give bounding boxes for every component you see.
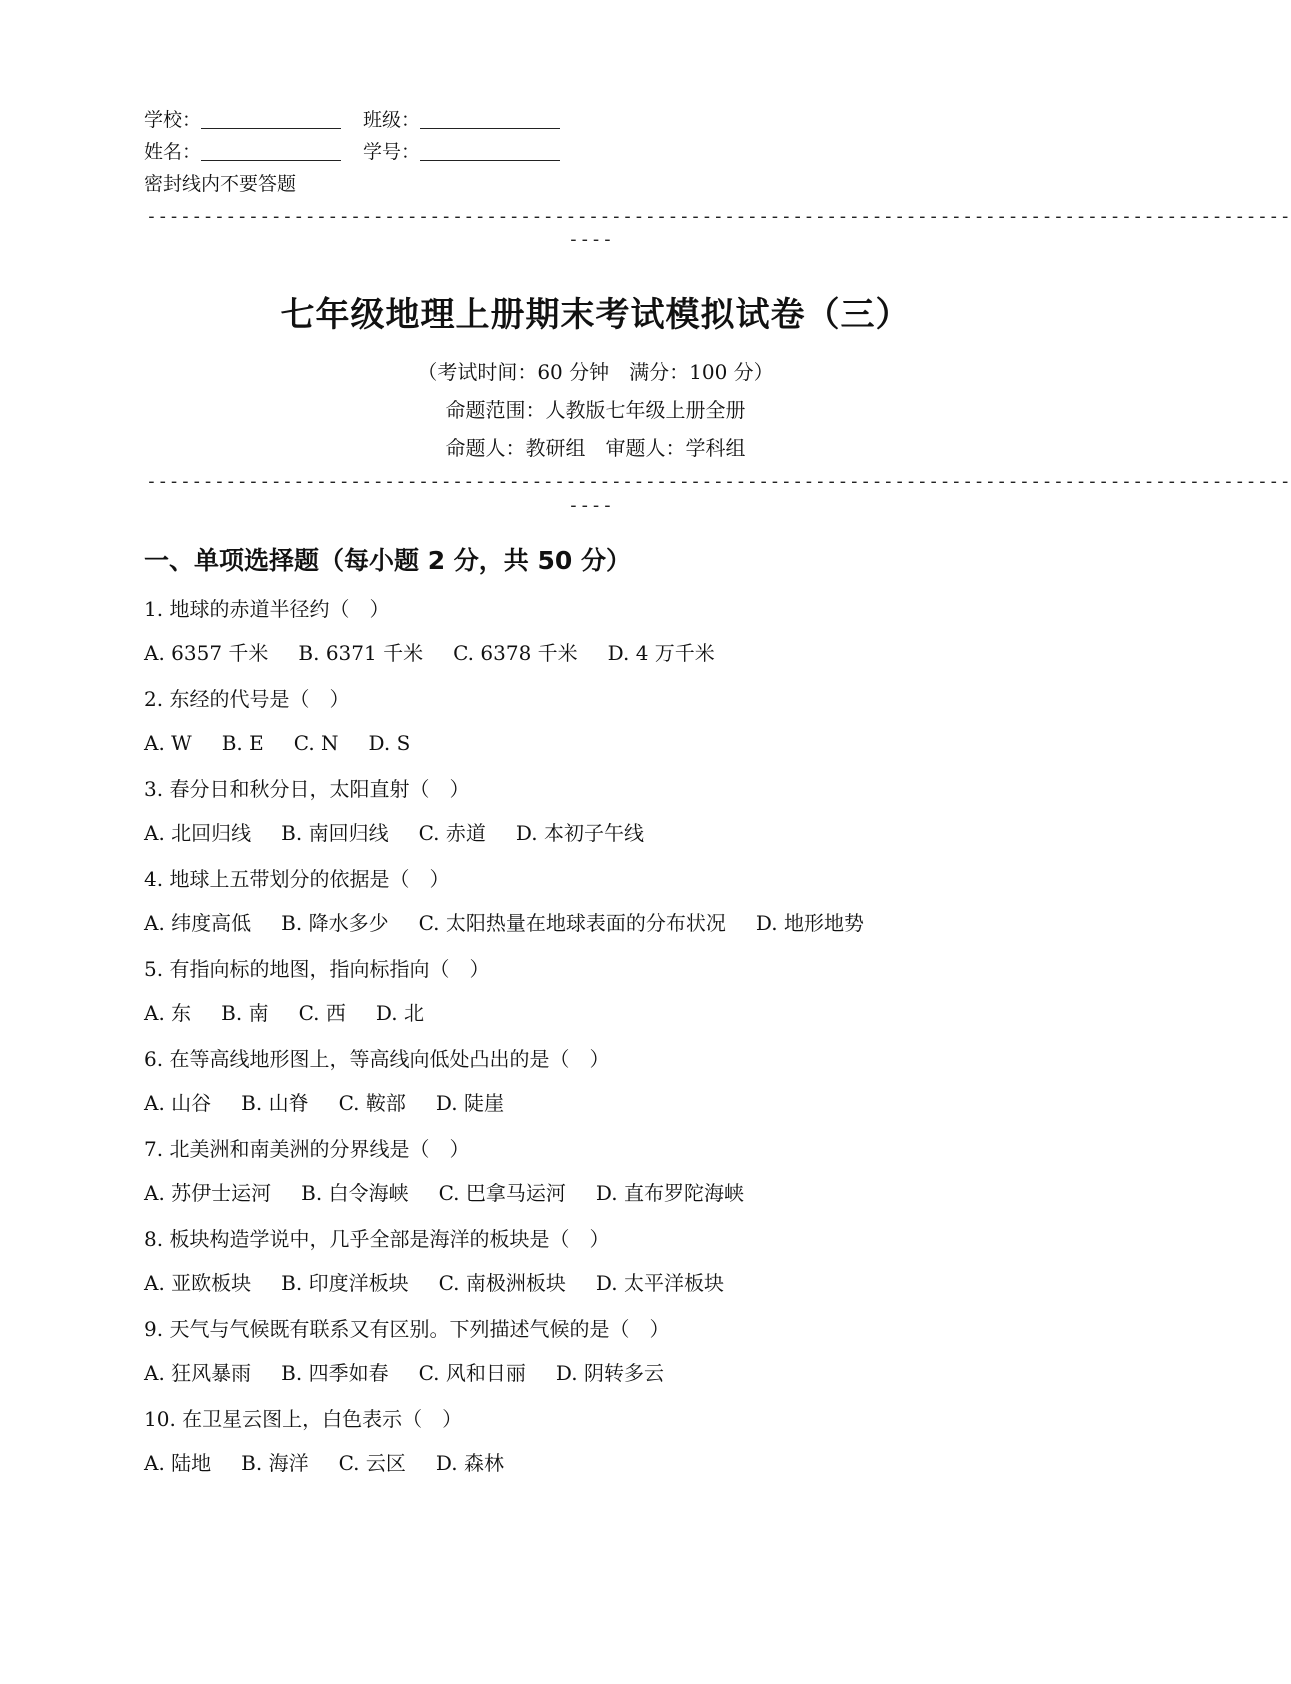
exam-title: 七年级地理上册期末考试模拟试卷（三） xyxy=(280,295,911,335)
option: D. 本初子午线 xyxy=(515,821,644,845)
option: C. 鞍部 xyxy=(338,1091,406,1115)
option: C. 南极洲板块 xyxy=(438,1271,566,1295)
option: A. 狂风暴雨 xyxy=(144,1361,252,1385)
option: C. 赤道 xyxy=(418,821,486,845)
question-options xyxy=(144,1270,754,1296)
name-label: 姓名： xyxy=(144,141,202,163)
school-blank xyxy=(201,111,341,129)
question-stem: 3. 春分日和秋分日，太阳直射（ ） xyxy=(144,777,470,801)
seal-dash-line-1: ----------------------------------------------------------------------------------------------------- xyxy=(146,206,1291,227)
option: B. 南 xyxy=(221,1001,269,1025)
question-options xyxy=(144,1090,534,1116)
option: B. 印度洋板块 xyxy=(281,1271,409,1295)
question-options xyxy=(144,910,894,936)
question-stem: 6. 在等高线地形图上，等高线向低处凸出的是（ ） xyxy=(144,1047,610,1071)
school-label: 学校： xyxy=(144,109,202,131)
seal-notice: 密封线内不要答题 xyxy=(144,173,297,195)
option: D. 阴转多云 xyxy=(555,1361,664,1385)
class-label: 班级： xyxy=(363,109,421,131)
option: A. 山谷 xyxy=(144,1091,212,1115)
option: D. 4 万千米 xyxy=(607,641,715,665)
question-stem: 5. 有指向标的地图，指向标指向（ ） xyxy=(144,957,490,981)
option: B. 降水多少 xyxy=(281,911,389,935)
header-row-2 xyxy=(144,140,582,164)
option: B. 山脊 xyxy=(241,1091,309,1115)
option: B. 白令海峡 xyxy=(301,1181,409,1205)
question-stem: 8. 板块构造学说中，几乎全部是海洋的板块是（ ） xyxy=(144,1227,610,1251)
question-options xyxy=(144,1360,694,1386)
question-options xyxy=(144,820,674,846)
option: B. 四季如春 xyxy=(281,1361,389,1385)
option: C. 6378 千米 xyxy=(453,641,578,665)
exam-time-score: （考试时间：60 分钟 满分：100 分） xyxy=(417,360,774,384)
question-options xyxy=(144,730,440,756)
option: A. W xyxy=(144,731,192,755)
class-blank xyxy=(420,111,560,129)
seal-dash-line-2: ----------------------------------------------------------------------------------------------------- xyxy=(146,471,1291,492)
option: D. 地形地势 xyxy=(755,911,864,935)
question-stem: 7. 北美洲和南美洲的分界线是（ ） xyxy=(144,1137,470,1161)
exam-scope: 命题范围：人教版七年级上册全册 xyxy=(445,398,746,422)
question-stem: 2. 东经的代号是（ ） xyxy=(144,687,350,711)
question-options xyxy=(144,1450,534,1476)
option: A. 6357 千米 xyxy=(144,641,269,665)
option: C. 巴拿马运河 xyxy=(438,1181,566,1205)
option: A. 苏伊士运河 xyxy=(144,1181,272,1205)
option: A. 东 xyxy=(144,1001,192,1025)
option: D. S xyxy=(368,731,411,755)
option: B. E xyxy=(221,731,264,755)
exam-authors: 命题人：教研组 审题人：学科组 xyxy=(445,436,746,460)
option: C. 西 xyxy=(298,1001,346,1025)
id-blank xyxy=(420,143,560,161)
option: D. 北 xyxy=(375,1001,424,1025)
name-blank xyxy=(201,143,341,161)
question-stem: 10. 在卫星云图上，白色表示（ ） xyxy=(144,1407,463,1431)
option: B. 南回归线 xyxy=(281,821,389,845)
option: C. 云区 xyxy=(338,1451,406,1475)
option: D. 森林 xyxy=(435,1451,504,1475)
option: A. 陆地 xyxy=(144,1451,212,1475)
question-options xyxy=(144,640,745,666)
option: A. 北回归线 xyxy=(144,821,252,845)
id-label: 学号： xyxy=(363,141,421,163)
option: D. 直布罗陀海峡 xyxy=(595,1181,744,1205)
question-options xyxy=(144,1180,774,1206)
section-heading: 一、单项选择题（每小题 2 分，共 50 分） xyxy=(144,546,632,575)
seal-dash-tail-2: ---- xyxy=(568,495,614,516)
question-options xyxy=(144,1000,454,1026)
option: D. 太平洋板块 xyxy=(595,1271,724,1295)
option: C. 太阳热量在地球表面的分布状况 xyxy=(418,911,726,935)
option: B. 6371 千米 xyxy=(298,641,424,665)
question-stem: 1. 地球的赤道半径约（ ） xyxy=(144,597,390,621)
option: D. 陡崖 xyxy=(435,1091,504,1115)
header-row-1 xyxy=(144,108,582,132)
question-stem: 4. 地球上五带划分的依据是（ ） xyxy=(144,867,450,891)
question-stem: 9. 天气与气候既有联系又有区别。下列描述气候的是（ ） xyxy=(144,1317,670,1341)
option: C. N xyxy=(293,731,339,755)
option: A. 纬度高低 xyxy=(144,911,252,935)
option: C. 风和日丽 xyxy=(418,1361,526,1385)
option: B. 海洋 xyxy=(241,1451,309,1475)
option: A. 亚欧板块 xyxy=(144,1271,252,1295)
seal-dash-tail-1: ---- xyxy=(568,229,614,250)
